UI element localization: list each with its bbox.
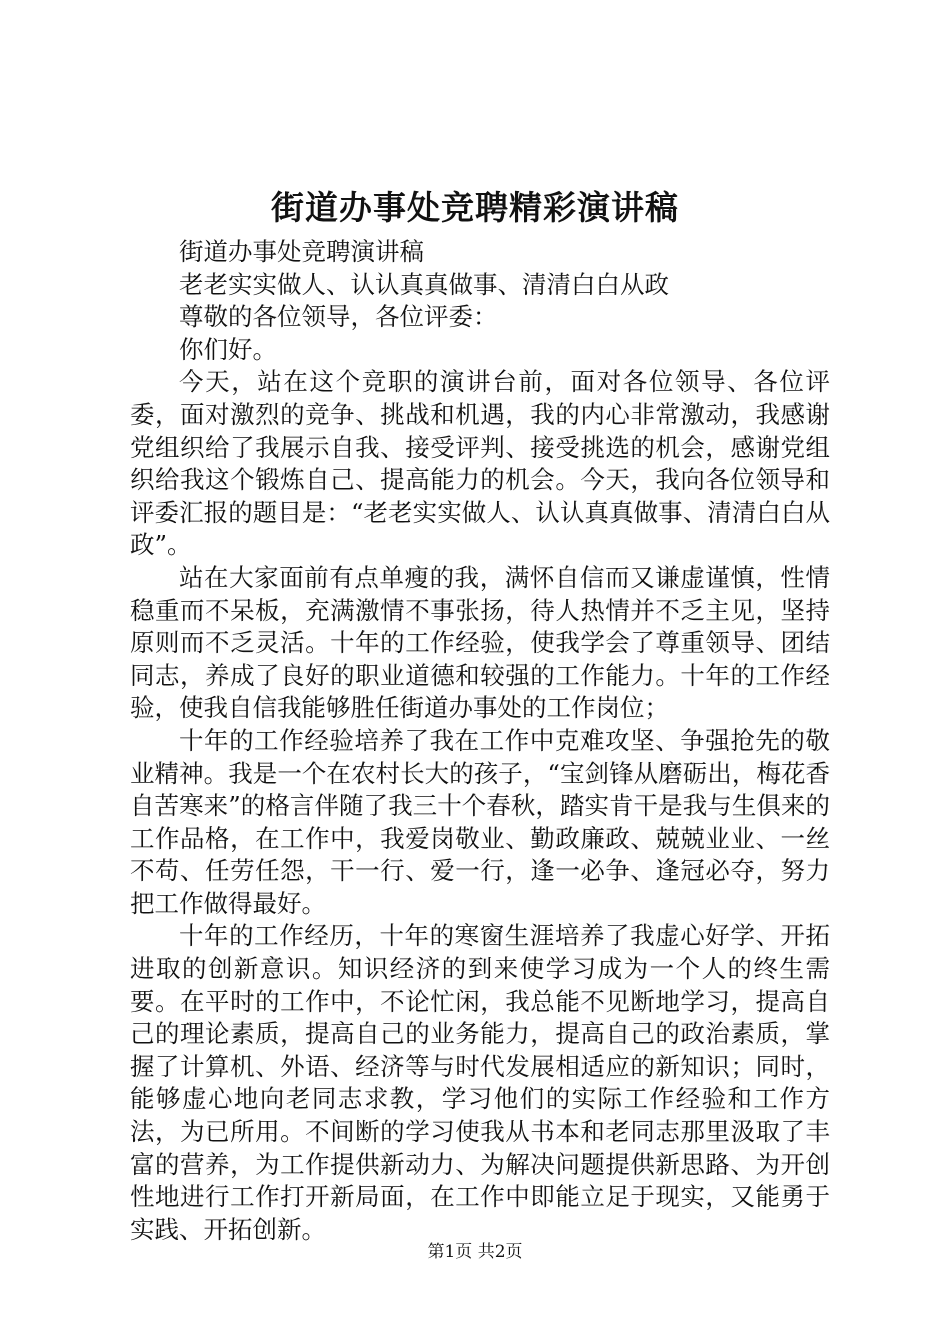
paragraph-body: 十年的工作经历，十年的寒窗生涯培养了我虚心好学、开拓进取的创新意识。知识经济的到来使学习成为一个人的终生需要。在平时的工作中，不论忙闲，我总能不见断地学习，提高自己的理论素质，提高自己的业务能力，提高自己的政治素质，掌握了计算机、外语、经济等与时代发展相适应的新知识；同时，能够虚心地向老同志求教，学习他们的实际工作经验和工作方法，为已所用。不间断的学习使我从书本和老同志那里汲取了丰富的营养，为工作提供新动力、为解决问题提供新思路、为开创性地进行工作打开新局面，在工作中即能立足于现实，又能勇于实践、开拓创新。 xyxy=(130,921,830,1244)
paragraph-body: 站在大家面前有点单瘦的我，满怀自信而又谦虚谨慎，性情稳重而不呆板，充满激情不事张扬，待人热情并不乏主见，坚持原则而不乏灵活。十年的工作经验，使我学会了尊重领导、团结同志，养成了良好的职业道德和较强的工作能力。十年的工作经验，使我自信我能够胜任街道办事处的工作岗位； xyxy=(130,562,830,723)
paragraph-salutation: 尊敬的各位领导，各位评委： xyxy=(179,302,498,332)
paragraph-body: 十年的工作经验培养了我在工作中克难攻坚、争强抢先的敬业精神。我是一个在农村长大的孩子，“宝剑锋从磨砺出，梅花香自苦寒来”的格言伴随了我三十个春秋，踏实肯干是我与生俱来的工作品格，在工作中，我爱岗敬业、勤政廉政、兢兢业业、一丝不苟、任劳任怨，干一行、爱一行，逢一必争、逢冠必夺，努力把工作做得最好。 xyxy=(130,725,830,918)
paragraph-subtitle: 街道办事处竞聘演讲稿 xyxy=(179,237,424,266)
document-body xyxy=(130,236,830,1246)
paragraph-greeting: 你们好。 xyxy=(179,334,277,364)
document-title: 街道办事处竞聘精彩演讲稿 xyxy=(271,188,679,227)
paragraph-body: 今天，站在这个竞职的演讲台前，面对各位领导、各位评委，面对激烈的竞争、挑战和机遇，我的内心非常激动，我感谢党组织给了我展示自我、接受评判、接受挑选的机会，感谢党组织给我这个锻炼自己、提高能力的机会。今天，我向各位领导和评委汇报的题目是：“老老实实做人、认认真真做事、清清白白从政”。 xyxy=(130,367,830,560)
paragraph-motto: 老老实实做人、认认真真做事、清清白白从政 xyxy=(179,269,669,299)
page-footer: 第1页 共2页 xyxy=(427,1242,523,1262)
